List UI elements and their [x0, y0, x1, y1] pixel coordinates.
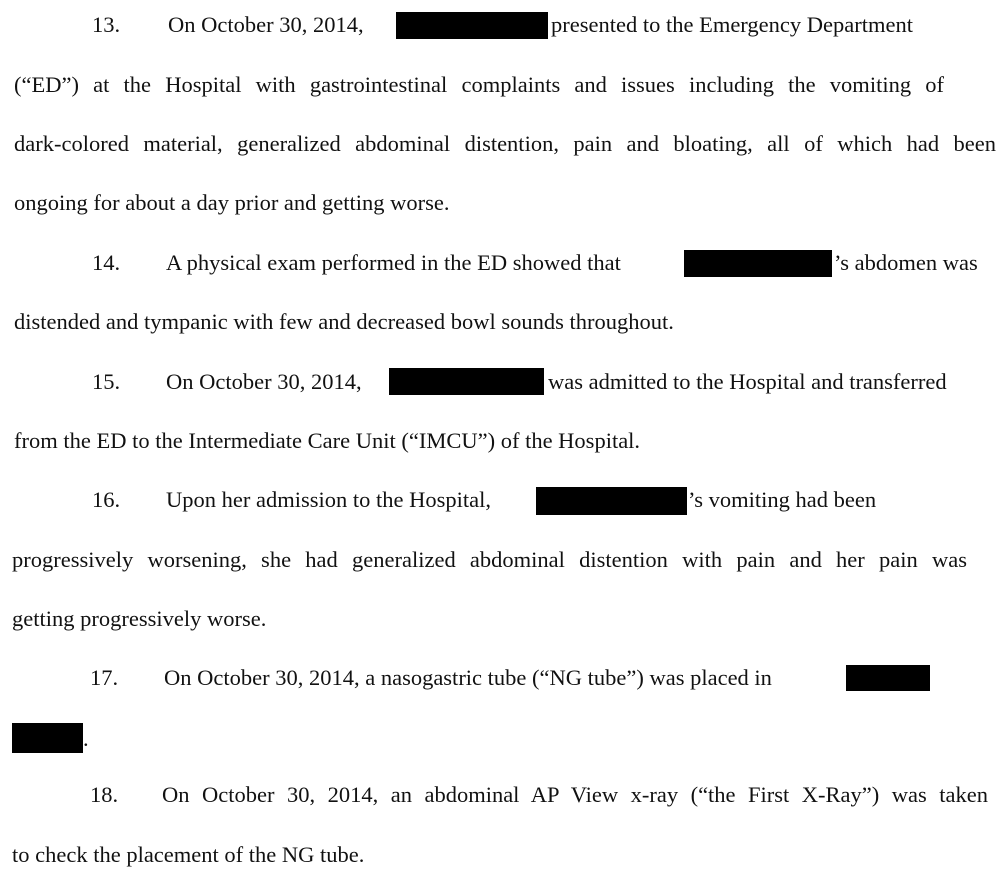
paragraph-text-line: was admitted to the Hospital and transferred [548, 369, 947, 394]
paragraph-text-line: ongoing for about a day prior and getting worse. [14, 190, 450, 215]
paragraph-text-line: dark-colored material, generalized abdominal distention, pain and bloating, all of which had been [14, 131, 996, 156]
paragraph-text-line: On October 30, 2014, [168, 12, 364, 37]
paragraph-number: 14. [92, 250, 121, 275]
redaction-bar [389, 368, 544, 395]
redaction-bar [12, 723, 83, 753]
paragraph-number: 15. [92, 369, 121, 394]
paragraph-text-line: to check the placement of the NG tube. [12, 842, 365, 867]
redaction-bar [396, 12, 548, 39]
paragraph-text-line: presented to the Emergency Department [551, 12, 913, 37]
paragraph-text-line: (“ED”) at the Hospital with gastrointestinal complaints and issues including the vomiting of [14, 72, 944, 97]
paragraph-text-line: . [83, 726, 89, 751]
paragraph-text-line: On October 30, 2014, [166, 369, 362, 394]
paragraph-number: 13. [92, 12, 121, 37]
redaction-bar [684, 250, 832, 277]
paragraph-text-line: distended and tympanic with few and decreased bowl sounds throughout. [14, 309, 674, 334]
paragraph-text-line: On October 30, 2014, an abdominal AP View x-ray (“the First X-Ray”) was taken [162, 782, 988, 807]
paragraph-number: 16. [92, 487, 121, 512]
redaction-bar [536, 487, 687, 515]
paragraph-text-line: A physical exam performed in the ED showed that [166, 250, 621, 275]
paragraph-number: 17. [90, 665, 119, 690]
paragraph-text-line: from the ED to the Intermediate Care Unit (“IMCU”) of the Hospital. [14, 428, 641, 453]
paragraph-text-line: ’s vomiting had been [688, 487, 877, 512]
paragraph-number: 18. [90, 782, 119, 807]
paragraph-text-line: On October 30, 2014, a nasogastric tube (“NG tube”) was placed in [164, 665, 772, 690]
paragraph-text-line: ’s abdomen was [834, 250, 978, 275]
paragraph-text-line: Upon her admission to the Hospital, [166, 487, 491, 512]
paragraph-text-line: getting progressively worse. [12, 606, 267, 631]
redaction-bar [846, 665, 930, 691]
paragraph-text-line: progressively worsening, she had generalized abdominal distention with pain and her pain was [12, 547, 967, 572]
